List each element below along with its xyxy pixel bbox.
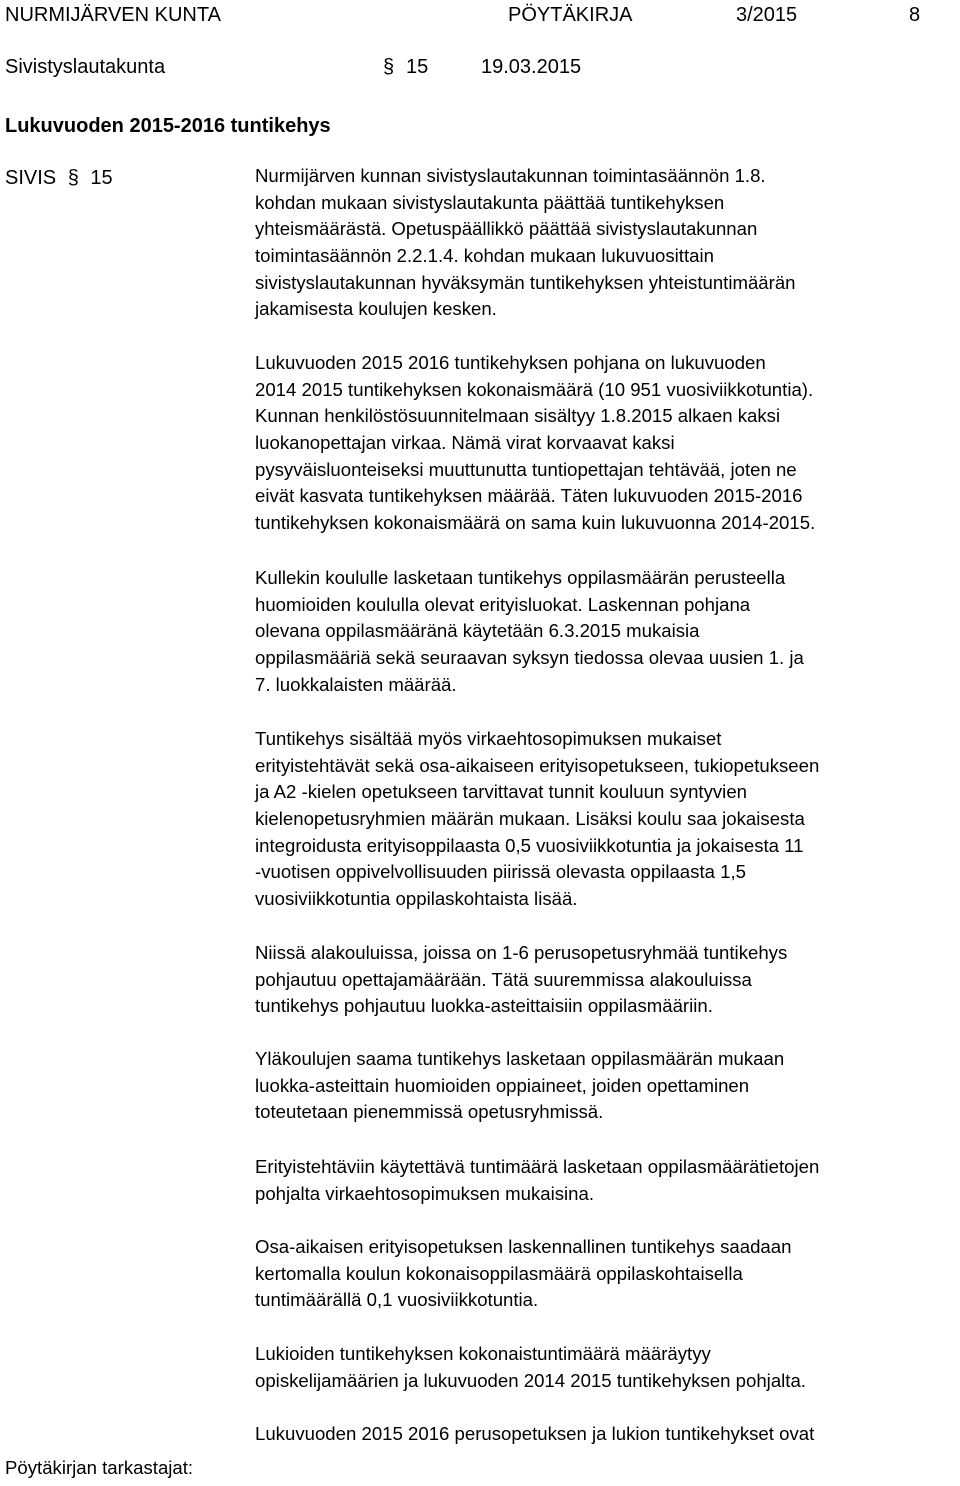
paragraph-line: 2014 2015 tuntikehyksen kokonaismäärä (10 951 vuosiviikkotuntia). [255,378,814,400]
paragraph-line: pohjautuu opettajamäärään. Tätä suuremmissa alakouluissa [255,968,752,990]
paragraph-line: Erityistehtäviin käytettävä tuntimäärä lasketaan oppilasmäärätietojen [255,1156,820,1177]
paragraph-3 [255,565,960,698]
paragraph-line: tuntikehys pohjautuu luokka-asteittaisiin oppilasmääriin. [255,995,713,1017]
paragraph-8 [255,1234,960,1314]
paragraph-6 [255,1046,960,1126]
paragraph-line: pysyväisluonteiseksi muuttunutta tuntiopettajan tehtävää, joten ne [255,458,797,480]
paragraph-line: Kullekin koululle lasketaan tuntikehys oppilasmäärän perusteella [255,567,786,588]
paragraph-line: yhteismäärästä. Opetuspäällikkö päättää sivistyslautakunnan [255,218,758,240]
paragraph-line: tuntikehyksen kokonaismäärä on sama kuin lukuvuonna 2014-2015. [255,512,816,534]
paragraph-line: Lukioiden tuntikehyksen kokonaistuntimäärä määräytyy [255,1343,711,1364]
paragraph-line: -vuotisen oppivelvollisuuden piirissä olevasta oppilaasta 1,5 [255,861,746,883]
paragraph-line: erityistehtävät sekä osa-aikaiseen erityisopetukseen, tukiopetukseen [255,754,820,776]
reviewers-label: Pöytäkirjan tarkastajat: [5,1457,194,1478]
paragraph-2 [255,350,960,537]
section-code: SIVIS [5,167,57,189]
paragraph-line: Lukuvuoden 2015 2016 tuntikehyksen pohjana on lukuvuoden [255,352,766,373]
paragraph-9 [255,1341,960,1394]
section-symbol: § [383,56,395,78]
paragraph-line: pohjalta virkaehtosopimuksen mukaisina. [255,1182,594,1204]
paragraph-line: eivät kasvata tuntikehyksen määrää. Täten lukuvuoden 2015-2016 [255,485,803,507]
section-label [5,166,113,190]
paragraph-10 [255,1421,960,1448]
paragraph-line: ja A2 -kielen opetukseen tarvittavat tunnit kouluun syntyvien [255,781,747,803]
paragraph-line: integroidusta erityisoppilaasta 0,5 vuosiviikkotuntia ja jokaisesta 11 [255,834,804,856]
municipality-name: NURMIJÄRVEN KUNTA [5,4,221,26]
paragraph-line: vuosiviikkotuntia oppilaskohtaista lisää. [255,888,578,910]
document-number: 3/2015 [736,4,798,26]
paragraph-line: luokanopettajan virkaa. Nämä virat korvaavat kaksi [255,432,675,454]
paragraph-line: kertomalla koulun kokonaisoppilasmäärä oppilaskohtaisella [255,1262,743,1284]
paragraph-line: toteutetaan pienemmissä opetusryhmissä. [255,1101,604,1123]
meeting-date: 19.03.2015 [481,56,582,78]
paragraph-1 [255,163,960,323]
paragraph-4 [255,726,960,913]
paragraph-line: oppilasmääriä sekä seuraavan syksyn tiedossa olevaa uusien 1. ja [255,647,804,669]
paragraph-line: Tuntikehys sisältää myös virkaehtosopimuksen mukaiset [255,728,722,749]
section-symbol-label: § [67,167,79,189]
paragraph-line: kohdan mukaan sivistyslautakunta päättää tuntikehyksen [255,191,725,213]
paragraph-line: Nurmijärven kunnan sivistyslautakunnan toimintasäännön 1.8. [255,165,766,186]
paragraph-line: sivistyslautakunnan hyväksymän tuntikehyksen yhteistuntimäärän [255,271,796,293]
paragraph-line: olevana oppilasmääränä käytetään 6.3.2015 mukaisia [255,620,700,642]
paragraph-line: 7. luokkalaisten määrää. [255,673,457,695]
paragraph-line: Lukuvuoden 2015 2016 perusopetuksen ja lukion tuntikehykset ovat [255,1423,815,1444]
board-name: Sivistyslautakunta [5,56,166,78]
paragraph-line: Niissä alakouluissa, joissa on 1-6 perusopetusryhmää tuntikehys [255,942,788,963]
paragraph-line: huomioiden koululla olevat erityisluokat. Laskennan pohjana [255,593,751,615]
section-number: 15 [90,167,113,189]
paragraph-5 [255,940,960,1020]
paragraph-line: Yläkoulujen saama tuntikehys lasketaan oppilasmäärän mukaan [255,1048,785,1069]
paragraph-line: jakamisesta koulujen kesken. [255,298,497,320]
paragraph-7 [255,1154,960,1207]
paragraph-line: kielenopetusryhmien määrän mukaan. Lisäksi koulu saa jokaisesta [255,808,805,830]
document-type: PÖYTÄKIRJA [508,4,633,26]
paragraph-line: toimintasäännön 2.2.1.4. kohdan mukaan lukuvuosittain [255,245,714,267]
paragraph-line: luokka-asteittain huomioiden oppiaineet, joiden opettaminen [255,1074,750,1096]
paragraph-line: Osa-aikaisen erityisopetuksen laskennallinen tuntikehys saadaan [255,1236,792,1257]
paragraph-line: tuntimäärällä 0,1 vuosiviikkotuntia. [255,1289,539,1311]
paragraph-line: Kunnan henkilöstösuunnitelmaan sisältyy 1.8.2015 alkaen kaksi [255,405,781,427]
header-section-number: 15 [406,56,429,78]
page-number: 8 [909,4,921,26]
page-title: Lukuvuoden 2015-2016 tuntikehys [5,115,331,137]
paragraph-line: opiskelijamäärien ja lukuvuoden 2014 2015 tuntikehyksen pohjalta. [255,1369,806,1391]
